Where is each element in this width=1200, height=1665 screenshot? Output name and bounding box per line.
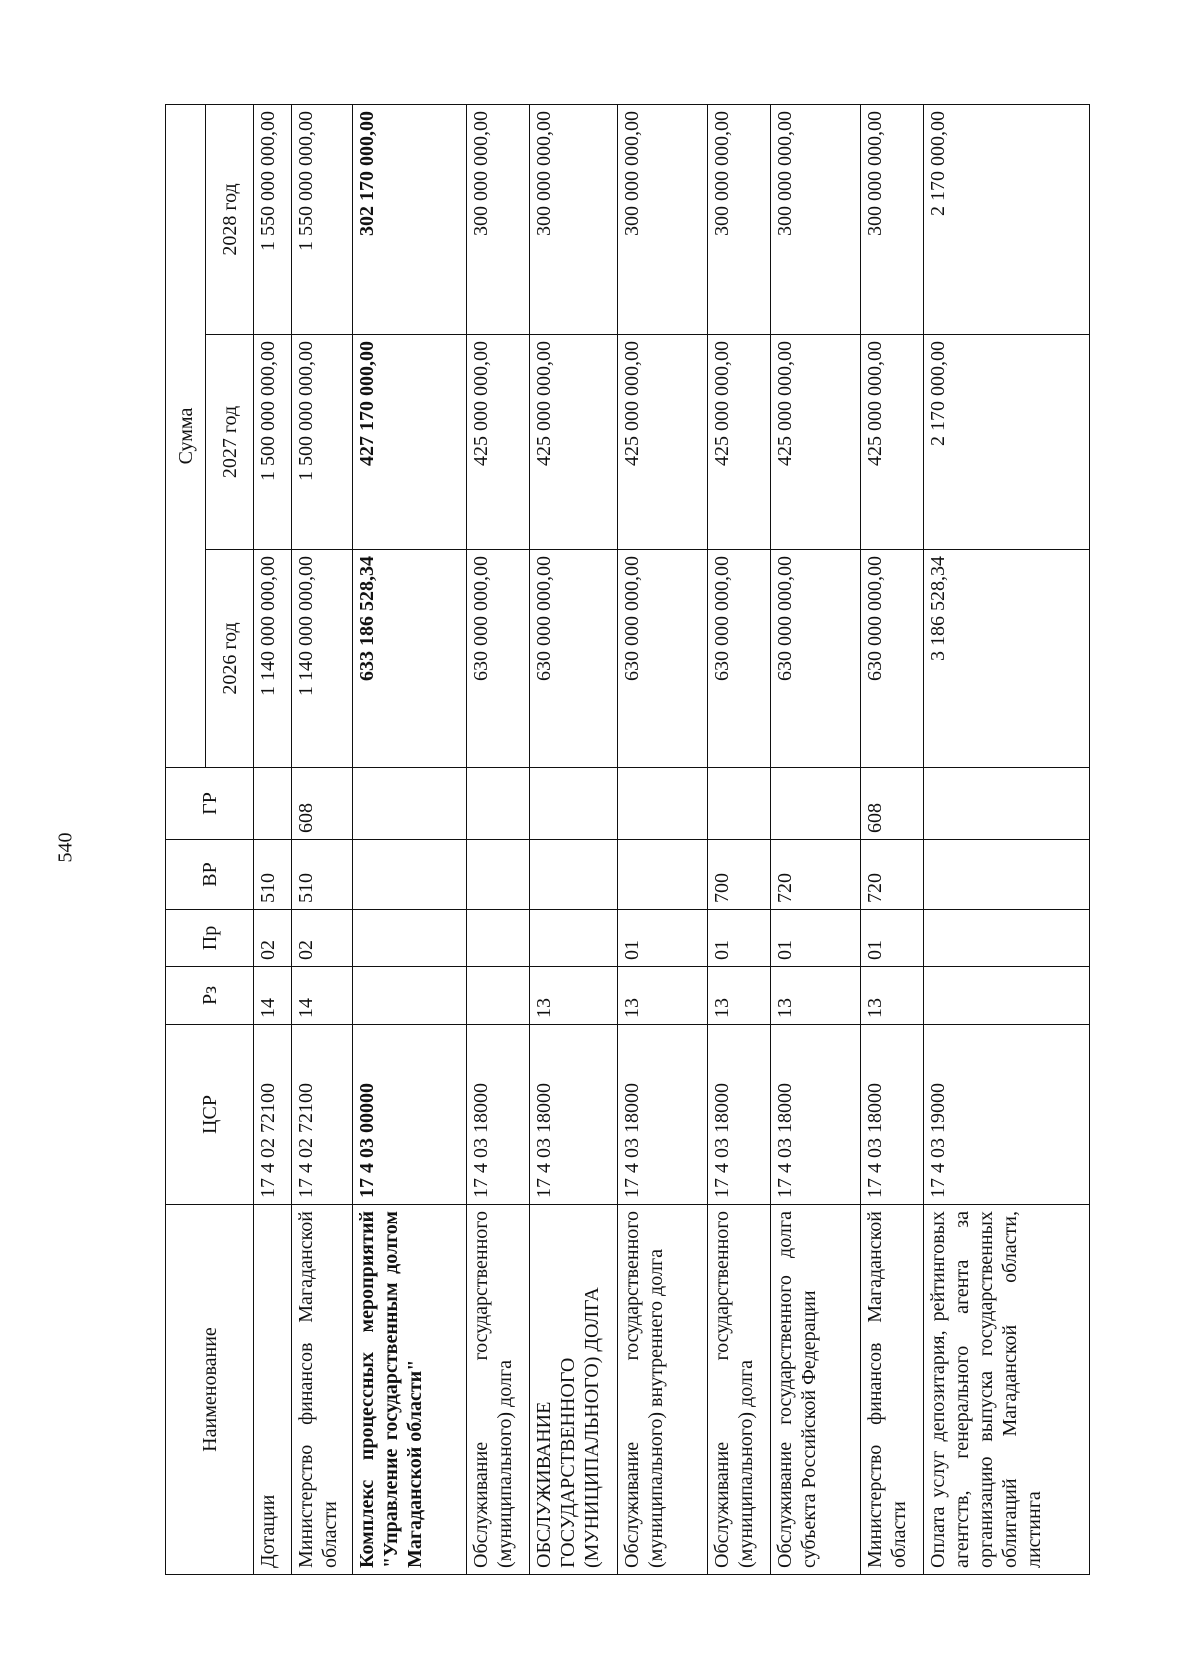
cell-rz: 13 [530, 967, 618, 1025]
cell-csr: 17 4 03 18000 [467, 1025, 530, 1205]
cell-pr: 01 [618, 910, 708, 967]
cell-y2028: 300 000 000,00 [530, 104, 618, 334]
cell-csr: 17 4 03 18000 [860, 1025, 923, 1205]
cell-y2027: 425 000 000,00 [860, 335, 923, 550]
cell-gr [530, 768, 618, 840]
cell-vr: 720 [770, 840, 860, 910]
header-vr: ВР [166, 840, 254, 910]
cell-vr: 720 [860, 840, 923, 910]
cell-y2027: 2 170 000,00 [923, 335, 1089, 550]
cell-csr: 17 4 03 19000 [923, 1025, 1089, 1205]
cell-name: Обслуживание государственного (муниципального) внутреннего долга [618, 1205, 708, 1575]
cell-pr: 02 [292, 910, 353, 967]
table-row [352, 104, 467, 1574]
cell-pr: 01 [707, 910, 770, 967]
cell-rz [923, 967, 1089, 1025]
cell-name: Оплата услуг депозитария, рейтинговых агентств, генерального агента за организацию выпуска государственных облигаций Магаданской области, листинга [923, 1205, 1089, 1575]
cell-name: Обслуживание государственного долга субъекта Российской Федерации [770, 1205, 860, 1575]
cell-rz: 14 [292, 967, 353, 1025]
header-pr: Пр [166, 910, 254, 967]
cell-gr: 608 [292, 768, 353, 840]
cell-y2026: 630 000 000,00 [707, 550, 770, 768]
cell-y2028: 300 000 000,00 [770, 104, 860, 334]
cell-y2026: 630 000 000,00 [530, 550, 618, 768]
cell-name: Министерство финансов Магаданской области [860, 1205, 923, 1575]
cell-y2027: 425 000 000,00 [467, 335, 530, 550]
cell-csr: 17 4 03 18000 [707, 1025, 770, 1205]
cell-name: ОБСЛУЖИВАНИЕ ГОСУДАРСТВЕННОГО (МУНИЦИПАЛЬНОГО) ДОЛГА [530, 1205, 618, 1575]
cell-rz: 13 [860, 967, 923, 1025]
cell-vr [530, 840, 618, 910]
budget-table [165, 104, 1090, 1575]
header-rz: Рз [166, 967, 254, 1025]
cell-gr [254, 768, 292, 840]
table-body [254, 104, 1090, 1574]
header-row-1 [166, 104, 206, 1574]
cell-y2026: 633 186 528,34 [352, 550, 467, 768]
cell-y2026: 630 000 000,00 [467, 550, 530, 768]
cell-y2028: 300 000 000,00 [467, 104, 530, 334]
cell-vr [618, 840, 708, 910]
table-row [618, 104, 708, 1574]
cell-vr: 510 [292, 840, 353, 910]
cell-rz: 13 [707, 967, 770, 1025]
cell-y2026: 1 140 000 000,00 [292, 550, 353, 768]
cell-gr [467, 768, 530, 840]
cell-y2027: 425 000 000,00 [707, 335, 770, 550]
cell-gr [618, 768, 708, 840]
cell-rz: 14 [254, 967, 292, 1025]
cell-name: Комплекс процессных мероприятий "Управление государственным долгом Магаданской области" [352, 1205, 467, 1575]
cell-csr: 17 4 02 72100 [254, 1025, 292, 1205]
header-2027: 2027 год [206, 335, 254, 550]
cell-pr: 01 [860, 910, 923, 967]
cell-vr: 510 [254, 840, 292, 910]
cell-y2026: 630 000 000,00 [860, 550, 923, 768]
header-2026: 2026 год [206, 550, 254, 768]
cell-rz [467, 967, 530, 1025]
cell-y2026: 3 186 528,34 [923, 550, 1089, 768]
header-name: Наименование [166, 1205, 254, 1575]
table-row [770, 104, 860, 1574]
cell-gr [707, 768, 770, 840]
cell-y2027: 425 000 000,00 [618, 335, 708, 550]
cell-gr [770, 768, 860, 840]
cell-vr [467, 840, 530, 910]
page-number: 540 [54, 832, 77, 863]
cell-y2027: 427 170 000,00 [352, 335, 467, 550]
cell-y2028: 300 000 000,00 [707, 104, 770, 334]
cell-csr: 17 4 02 72100 [292, 1025, 353, 1205]
header-sum: Сумма [166, 104, 206, 767]
table-row [254, 104, 292, 1574]
cell-pr [352, 910, 467, 967]
cell-csr: 17 4 03 18000 [530, 1025, 618, 1205]
table-row [467, 104, 530, 1574]
cell-name: Обслуживание государственного (муниципального) долга [707, 1205, 770, 1575]
cell-y2028: 1 550 000 000,00 [254, 104, 292, 334]
cell-y2028: 1 550 000 000,00 [292, 104, 353, 334]
cell-y2026: 630 000 000,00 [618, 550, 708, 768]
cell-rz [352, 967, 467, 1025]
cell-y2026: 1 140 000 000,00 [254, 550, 292, 768]
table-row [292, 104, 353, 1574]
cell-y2027: 1 500 000 000,00 [292, 335, 353, 550]
cell-y2028: 2 170 000,00 [923, 104, 1089, 334]
header-csr: ЦСР [166, 1025, 254, 1205]
cell-y2028: 300 000 000,00 [860, 104, 923, 334]
cell-y2026: 630 000 000,00 [770, 550, 860, 768]
cell-y2027: 425 000 000,00 [530, 335, 618, 550]
cell-y2027: 1 500 000 000,00 [254, 335, 292, 550]
cell-y2028: 300 000 000,00 [618, 104, 708, 334]
cell-rz: 13 [618, 967, 708, 1025]
cell-csr: 17 4 03 00000 [352, 1025, 467, 1205]
cell-pr [923, 910, 1089, 967]
cell-rz: 13 [770, 967, 860, 1025]
cell-pr [467, 910, 530, 967]
rotated-table-wrapper [165, 105, 1090, 1575]
table-row [530, 104, 618, 1574]
cell-name: Обслуживание государственного (муниципального) долга [467, 1205, 530, 1575]
cell-gr: 608 [860, 768, 923, 840]
cell-csr: 17 4 03 18000 [770, 1025, 860, 1205]
cell-vr: 700 [707, 840, 770, 910]
cell-vr [352, 840, 467, 910]
cell-pr: 02 [254, 910, 292, 967]
header-2028: 2028 год [206, 104, 254, 334]
cell-csr: 17 4 03 18000 [618, 1025, 708, 1205]
cell-y2028: 302 170 000,00 [352, 104, 467, 334]
cell-pr [530, 910, 618, 967]
table-row [860, 104, 923, 1574]
cell-gr [352, 768, 467, 840]
cell-pr: 01 [770, 910, 860, 967]
cell-y2027: 425 000 000,00 [770, 335, 860, 550]
cell-name: Министерство финансов Магаданской области [292, 1205, 353, 1575]
cell-name: Дотации [254, 1205, 292, 1575]
table-header [166, 104, 254, 1574]
cell-gr [923, 768, 1089, 840]
table-row [923, 104, 1089, 1574]
cell-vr [923, 840, 1089, 910]
header-gr: ГР [166, 768, 254, 840]
table-row [707, 104, 770, 1574]
